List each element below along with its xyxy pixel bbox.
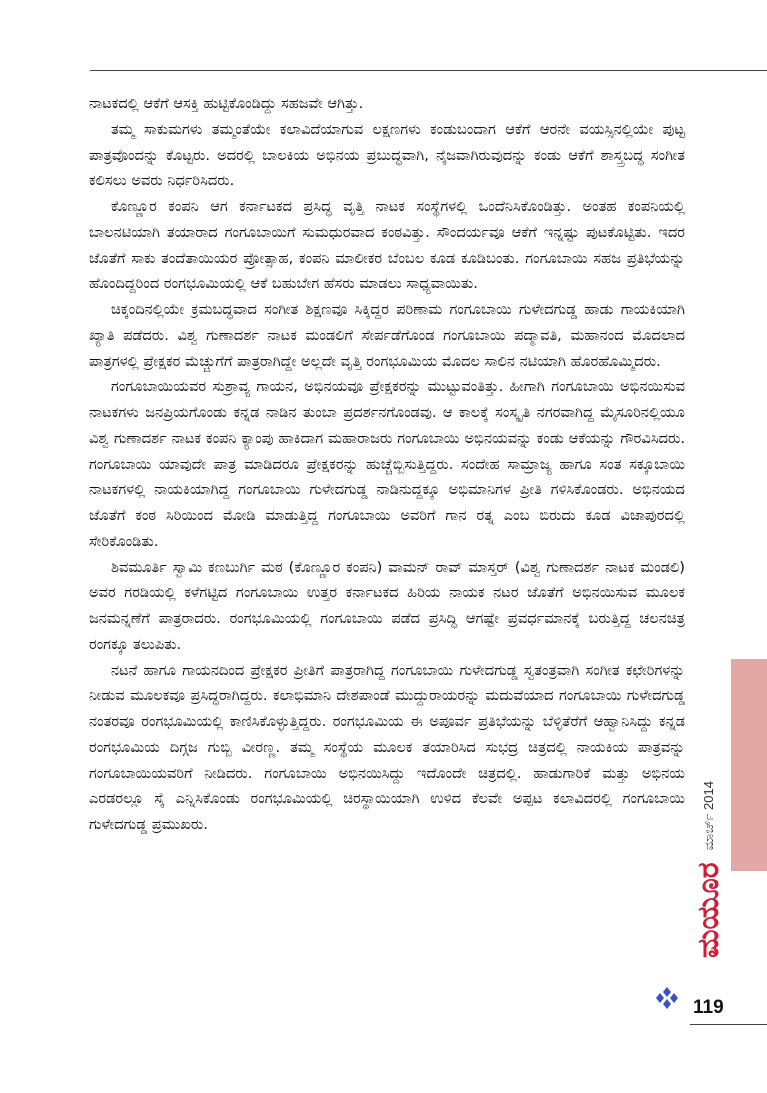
four-diamond-ornament-icon — [654, 986, 680, 1010]
article-paragraph: ತಮ್ಮ ಸಾಕುಮಗಳು ತಮ್ಮಂತೆಯೇ ಕಲಾವಿದೆಯಾಗುವ ಲಕ್ಷಣಗಳು ಕಂಡುಬಂದಾಗ ಆಕೆಗೆ ಆರನೇ ವಯಸ್ಸಿನಲ್ಲಿಯೇ ಪುಟ್ಟ ಪಾತ್ರವೊಂದನ್ನು ಕೊಟ್ಟರು. ಅದರಲ್ಲಿ ಬಾಲಕಿಯ ಅಭಿನಯ ಪ್ರಬುದ್ಧವಾಗಿ, ನೈಜವಾಗಿರುವುದನ್ನು ಕಂಡು ಆಕೆಗೆ ಶಾಸ್ತ್ರಬದ್ಧ ಸಂಗೀತ ಕಲಿಸಲು ಅವರು ನಿರ್ಧರಿಸಿದರು. — [89, 120, 685, 190]
article-paragraph: ನಟನೆ ಹಾಗೂ ಗಾಯನದಿಂದ ಪ್ರೇಕ್ಷಕರ ಪ್ರೀತಿಗೆ ಪಾತ್ರರಾಗಿದ್ದ ಗಂಗೂಬಾಯಿ ಗುಳೇದಗುಡ್ಡ ಸ್ವತಂತ್ರವಾಗಿ ಸಂಗೀತ ಕಛೇರಿಗಳನ್ನು ನೀಡುವ ಮೂಲಕವೂ ಪ್ರಸಿದ್ಧರಾಗಿದ್ದರು. ಕಲಾಭಿಮಾನಿ ದೇಶಪಾಂಡೆ ಮುದ್ದುರಾಯರನ್ನು ಮದುವೆಯಾದ ಗಂಗೂಬಾಯಿ ಗುಳೇದಗುಡ್ಡ ನಂತರವೂ ರಂಗಭೂಮಿಯಲ್ಲಿ ಕಾಣಿಸಿಕೊಳ್ಳುತ್ತಿದ್ದರು. ರಂಗಭೂಮಿಯ ಈ ಅಪೂರ್ವ ಪ್ರತಿಭೆಯನ್ನು ಬೆಳ್ಳಿತೆರೆಗೆ ಆಹ್ವಾನಿಸಿದ್ದು ಕನ್ನಡ ರಂಗಭೂಮಿಯ ದಿಗ್ಗಜ ಗುಬ್ಬಿ ವೀರಣ್ಣ. ತಮ್ಮ ಸಂಸ್ಥೆಯ ಮೂಲಕ ತಯಾರಿಸಿದ ಸುಭದ್ರ ಚಿತ್ರದಲ್ಲಿ ನಾಯಕಿಯ ಪಾತ್ರವನ್ನು ಗಂಗೂಬಾಯಿಯವರಿಗೆ ನೀಡಿದರು. ಗಂಗೂಬಾಯಿ ಅಭಿನಯಿಸಿದ್ದು ಇದೊಂದೇ ಚಿತ್ರದಲ್ಲಿ. ಹಾಡುಗಾರಿಕೆ ಮತ್ತು ಅಭಿನಯ ಎರಡರಲ್ಲೂ ಸೈ ಎನ್ನಿಸಿಕೊಂಡು ರಂಗಭೂಮಿಯಲ್ಲಿ ಚಿರಸ್ಥಾಯಿಯಾಗಿ ಉಳಿದ ಕೆಲವೇ ಅಪ್ಪಟ ಕಲಾವಿದರಲ್ಲಿ ಗಂಗೂಬಾಯಿ ಗುಳೇದಗುಡ್ಡ ಪ್ರಮುಖರು. — [89, 661, 685, 833]
header-rule — [90, 70, 767, 71]
section-color-tab — [731, 659, 767, 871]
article-paragraph: ಗಂಗೂಬಾಯಿಯವರ ಸುಶ್ರಾವ್ಯ ಗಾಯನ, ಅಭಿನಯವೂ ಪ್ರೇಕ್ಷಕರನ್ನು ಮುಟ್ಟುವಂತಿತ್ತು. ಹೀಗಾಗಿ ಗಂಗೂಬಾಯಿ ಅಭಿನಯಿಸುವ ನಾಟಕಗಳು ಜನಪ್ರಿಯಗೊಂಡು ಕನ್ನಡ ನಾಡಿನ ತುಂಬಾ ಪ್ರದರ್ಶನಗೊಂಡವು. ಆ ಕಾಲಕ್ಕೆ ಸಂಸ್ಕೃತಿ ನಗರವಾಗಿದ್ದ ಮೈಸೂರಿನಲ್ಲಿಯೂ ವಿಶ್ವ ಗುಣಾದರ್ಶ ನಾಟಕ ಕಂಪನಿ ಕ್ಯಾಂಪು ಹಾಕಿದಾಗ ಮಹಾರಾಜರು ಗಂಗೂಬಾಯಿ ಅಭಿನಯವನ್ನು ಕಂಡು ಆಕೆಯನ್ನು ಗೌರವಿಸಿದರು. ಗಂಗೂಬಾಯಿ ಯಾವುದೇ ಪಾತ್ರ ಮಾಡಿದರೂ ಪ್ರೇಕ್ಷಕರನ್ನು ಹುಚ್ಚೆಬ್ಬಿಸುತ್ತಿದ್ದರು. ಸಂದೇಹ ಸಾಮ್ರಾಜ್ಯ ಹಾಗೂ ಸಂತ ಸಕ್ಕೂಬಾಯಿ ನಾಟಕಗಳಲ್ಲಿ ನಾಯಕಿಯಾಗಿದ್ದ ಗಂಗೂಬಾಯಿ ಗುಳೇದಗುಡ್ಡ ನಾಡಿನುದ್ದಕ್ಕೂ ಅಭಿಮಾನಿಗಳ ಪ್ರೀತಿ ಗಳಿಸಿಕೊಂಡರು. ಅಭಿನಯದ ಜೊತೆಗೆ ಕಂಠ ಸಿರಿಯಿಂದ ಮೋಡಿ ಮಾಡುತ್ತಿದ್ದ ಗಂಗೂಬಾಯಿ ಅವರಿಗೆ ಗಾನ ರತ್ನ ಎಂಬ ಬಿರುದು ಕೂಡ ವಿಜಾಪುರದಲ್ಲಿ ಸೇರಿಕೊಂಡಿತು. — [89, 378, 685, 550]
article-body — [89, 91, 685, 838]
page-number: 119 — [693, 997, 724, 1018]
article-paragraph: ಚಿಕ್ಕಂದಿನಲ್ಲಿಯೇ ಕ್ರಮಬದ್ಧವಾದ ಸಂಗೀತ ಶಿಕ್ಷಣವೂ ಸಿಕ್ಕಿದ್ದರ ಪರಿಣಾಮ ಗಂಗೂಬಾಯಿ ಗುಳೇದಗುಡ್ಡ ಹಾಡು ಗಾಯಕಿಯಾಗಿ ಖ್ಯಾತಿ ಪಡೆದರು. ವಿಶ್ವ ಗುಣಾದರ್ಶ ನಾಟಕ ಮಂಡಲಿಗೆ ಸೇರ್ಪಡೆಗೊಂಡ ಗಂಗೂಬಾಯಿ ಪದ್ಮಾವತಿ, ಮಹಾನಂದ ಮೊದಲಾದ ಪಾತ್ರಗಳಲ್ಲಿ ಪ್ರೇಕ್ಷಕರ ಮೆಚ್ಚುಗೆಗೆ ಪಾತ್ರರಾಗಿದ್ದೇ ಅಲ್ಲದೇ ವೃತ್ತಿ ರಂಗಭೂಮಿಯ ಮೊದಲ ಸಾಲಿನ ನಟಿಯಾಗಿ ಹೊರಹೊಮ್ಮಿದರು. — [89, 301, 685, 370]
magazine-masthead — [691, 781, 726, 958]
magazine-name: ಮಯೂರ — [691, 862, 726, 958]
issue-date: ಮಾರ್ಚ್ 2014 — [701, 781, 716, 851]
article-paragraph: ಶಿವಮೂರ್ತಿ ಸ್ವಾಮಿ ಕಣಬುರ್ಗಿ ಮಠ (ಕೊಣ್ಣೂರ ಕಂಪನಿ) ವಾಮನ್ ರಾವ್ ಮಾಸ್ತರ್ (ವಿಶ್ವ ಗುಣಾದರ್ಶ ನಾಟಕ ಮಂಡಲಿ) ಅವರ ಗರಡಿಯಲ್ಲಿ ಕಳೆಗಟ್ಟಿದ ಗಂಗೂಬಾಯಿ ಉತ್ತರ ಕರ್ನಾಟಕದ ಹಿರಿಯ ನಾಯಕ ನಟರ ಜೊತೆಗೆ ಅಭಿನಯಿಸುವ ಮೂಲಕ ಜನಮನ್ನಣೆಗೆ ಪಾತ್ರರಾದರು. ರಂಗಭೂಮಿಯಲ್ಲಿ ಗಂಗೂಬಾಯಿ ಪಡೆದ ಪ್ರಸಿದ್ಧಿ ಆಗಷ್ಟೇ ಪ್ರವರ್ಧಮಾನಕ್ಕೆ ಬರುತ್ತಿದ್ದ ಚಲನಚಿತ್ರ ರಂಗಕ್ಕೂ ತಲುಪಿತು. — [89, 558, 685, 653]
article-paragraph: ನಾಟಕದಲ್ಲಿ ಆಕೆಗೆ ಆಸಕ್ತಿ ಹುಟ್ಟಿಕೊಂಡಿದ್ದು ಸಹಜವೇ ಆಗಿತ್ತು. — [89, 95, 364, 112]
article-paragraph: ಕೊಣ್ಣೂರ ಕಂಪನಿ ಆಗ ಕರ್ನಾಟಕದ ಪ್ರಸಿದ್ಧ ವೃತ್ತಿ ನಾಟಕ ಸಂಸ್ಥೆಗಳಲ್ಲಿ ಒಂದೆನಿಸಿಕೊಂಡಿತ್ತು. ಅಂತಹ ಕಂಪನಿಯಲ್ಲಿ ಬಾಲನಟಿಯಾಗಿ ತಯಾರಾದ ಗಂಗೂಬಾಯಿಗೆ ಸುಮಧುರವಾದ ಕಂಠವಿತ್ತು. ಸೌಂದರ್ಯವೂ ಆಕೆಗೆ ಇನ್ನಷ್ಟು ಪುಟಕೊಟ್ಟಿತು. ಇದರ ಜೊತೆಗೆ ಸಾಕು ತಂದೆತಾಯಿಯರ ಪ್ರೋತ್ಸಾಹ, ಕಂಪನಿ ಮಾಲೀಕರ ಬೆಂಬಲ ಕೂಡ ಕೂಡಿಬಂತು. ಗಂಗೂಬಾಯಿ ಸಹಜ ಪ್ರತಿಭೆಯನ್ನು ಹೊಂದಿದ್ದರಿಂದ ರಂಗಭೂಮಿಯಲ್ಲಿ ಆಕೆ ಬಹುಬೇಗ ಹೆಸರು ಮಾಡಲು ಸಾಧ್ಯವಾಯಿತು. — [89, 198, 685, 293]
footer-rule — [690, 1024, 767, 1025]
